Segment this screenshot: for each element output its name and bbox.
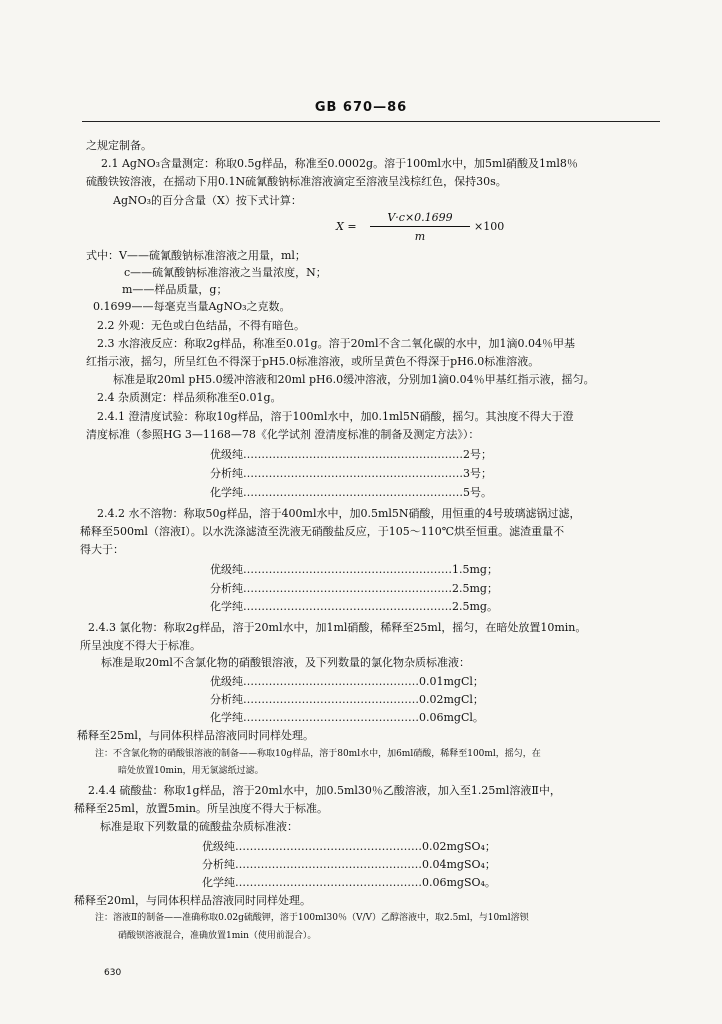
text-line: 硫酸铁铵溶液，在摇动下用0.1N硫氰酸钠标准溶液滴定至溶液呈浅棕红色，保持30s。 xyxy=(86,175,507,188)
grade-line: 化学纯……………………………………………0.06mgSO₄。 xyxy=(202,876,496,889)
page-header: GB 670—86 xyxy=(314,100,408,115)
section-2-3-line: 2.3 水溶液反应：称取2g样品，称准至0.01g。溶于20ml不含二氧化碳的水中，加1滴0.04％甲基 xyxy=(97,337,575,350)
grade-line: 优级纯……………………………………………0.02mgSO₄； xyxy=(202,840,496,853)
grade-line: 分析纯…………………………………………0.02mgCl； xyxy=(210,693,484,706)
text-line: 标准是取20ml不含氯化物的硝酸银溶液，及下列数量的氯化物杂质标准液： xyxy=(101,656,470,669)
text-line: m——样品质量，g； xyxy=(122,283,228,296)
grade-line: 优级纯…………………………………………………1.5mg； xyxy=(210,563,498,576)
text-line: 标准是取20ml pH5.0缓冲溶液和20ml pH6.0缓冲溶液，分别加1滴0.04％甲基红指示液，摇匀。 xyxy=(113,373,595,386)
grade-line: 分析纯……………………………………………0.04mgSO₄； xyxy=(202,858,496,871)
note-line: 注：溶液Ⅱ的制备——准确称取0.02g硫酸钾，溶于100ml30％（V/V）乙醇溶液中，取2.5ml，与10ml溶钡 xyxy=(95,913,529,923)
formula-denominator: m xyxy=(414,230,426,243)
grade-line: 化学纯…………………………………………………2.5mg。 xyxy=(210,600,498,613)
text-line: 之规定制备。 xyxy=(86,139,152,152)
grade-line: 化学纯……………………………………………………5号。 xyxy=(210,486,492,499)
text-line: 清度标准（参照HG 3—1168—78《化学试剂 澄清度标准的制备及测定方法》）： xyxy=(86,428,480,441)
grade-line: 优级纯……………………………………………………2号； xyxy=(210,448,492,461)
section-2-4-4-line: 2.4.4 硫酸盐：称取1g样品，溶于20ml水中，加0.5ml30％乙酸溶液，加入至1.25ml溶液Ⅱ中， xyxy=(88,784,561,797)
text-line: 式中：V——硫氰酸钠标准溶液之用量，ml； xyxy=(86,249,306,262)
section-2-1-line: 2.1 AgNO₃含量测定：称取0.5g样品，称准至0.0002g。溶于100ml水中，加5ml硝酸及1ml8％ xyxy=(101,157,578,170)
text-line: AgNO₃的百分含量（X）按下式计算： xyxy=(113,194,302,207)
grade-line: 化学纯…………………………………………0.06mgCl。 xyxy=(210,711,484,724)
section-2-4-line: 2.4 杂质测定：样品须称准至0.01g。 xyxy=(97,391,282,404)
page-number: 630 xyxy=(104,968,122,978)
section-2-2-line: 2.2 外观：无色或白色结晶，不得有暗色。 xyxy=(97,319,305,332)
text-line: 标准是取下列数量的硫酸盐杂质标准液： xyxy=(100,820,298,833)
text-line: 红指示液，摇匀，所呈红色不得深于pH5.0标准溶液，或所呈黄色不得深于pH6.0标准溶液。 xyxy=(86,355,540,368)
text-line: 稀释至500ml（溶液Ⅰ）。以水洗涤滤渣至洗液无硝酸盐反应，于105～110℃烘至恒重。滤渣重量不 xyxy=(80,525,565,538)
fraction-bar xyxy=(370,226,470,227)
note-line: 注：不含氯化物的硝酸银溶液的制备——称取10g样品，溶于80ml水中，加6ml硝酸，稀释至100ml，摇匀，在 xyxy=(95,749,541,759)
text-line: 得大于： xyxy=(80,543,124,556)
note-line: 硝酸钡溶液混合，准确放置1min（使用前混合）。 xyxy=(118,931,317,941)
text-line: 稀释至20ml，与同体积样品溶液同时同样处理。 xyxy=(74,894,311,907)
header-rule xyxy=(82,121,660,122)
text-line: 稀释至25ml，放置5min。所呈浊度不得大于标准。 xyxy=(74,802,328,815)
section-2-4-3-line: 2.4.3 氯化物：称取2g样品，溶于20ml水中，加1ml硝酸，稀释至25ml，摇匀，在暗处放置10min。 xyxy=(88,621,587,634)
grade-line: 分析纯……………………………………………………3号； xyxy=(210,467,492,480)
text-line: 稀释至25ml，与同体积样品溶液同时同样处理。 xyxy=(77,729,314,742)
note-line: 暗处放置10min，用无氯滤纸过滤。 xyxy=(118,766,264,776)
grade-line: 优级纯…………………………………………0.01mgCl； xyxy=(210,675,484,688)
text-line: 0.1699——每毫克当量AgNO₃之克数。 xyxy=(93,300,291,313)
formula-numerator: V·c×0.1699 xyxy=(387,211,453,224)
text-line: c——硫氰酸钠标准溶液之当量浓度，N； xyxy=(124,266,327,279)
formula-rhs: ×100 xyxy=(474,220,505,233)
grade-line: 分析纯…………………………………………………2.5mg； xyxy=(210,582,498,595)
section-2-4-2-line: 2.4.2 水不溶物：称取50g样品，溶于400ml水中，加0.5ml5N硝酸，用恒重的4号玻璃滤锅过滤， xyxy=(97,507,581,520)
section-2-4-1-line: 2.4.1 澄清度试验：称取10g样品，溶于100ml水中，加0.1ml5N硝酸，摇匀。其浊度不得大于澄 xyxy=(97,410,574,423)
formula-lhs: X = xyxy=(336,220,357,233)
text-line: 所呈浊度不得大于标准。 xyxy=(80,639,201,652)
